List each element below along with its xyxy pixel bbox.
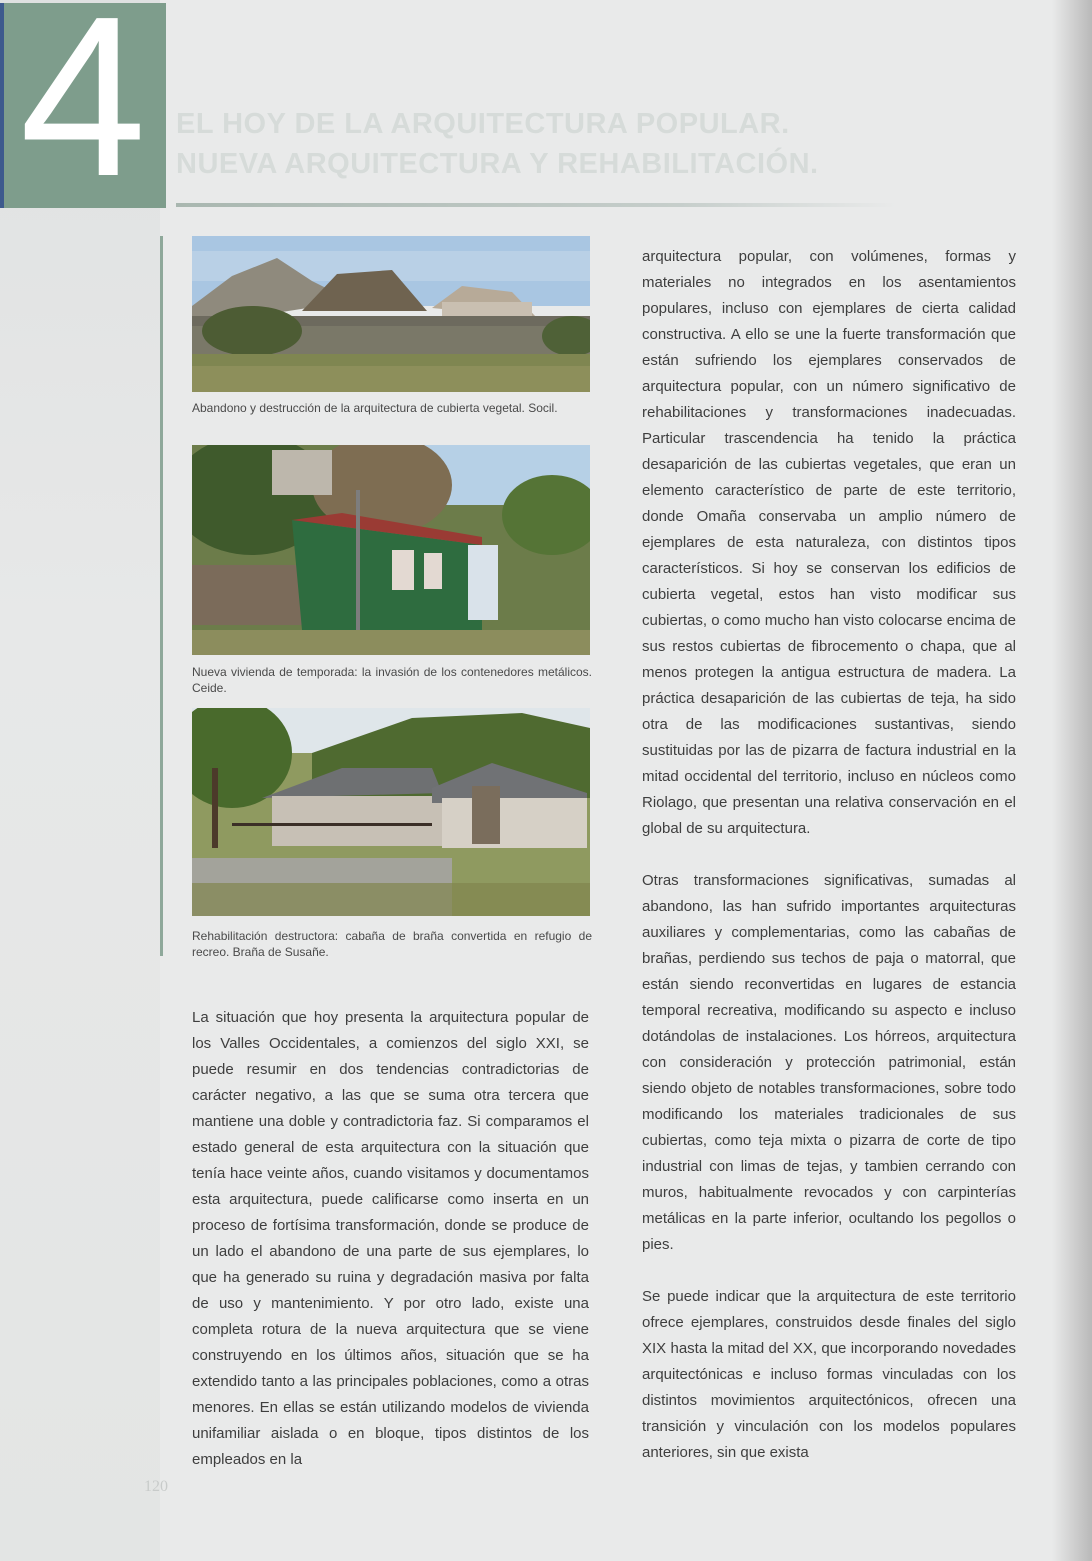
figure-2-photo	[192, 445, 590, 655]
left-paragraph-1: La situación que hoy presenta la arquitectura popular de los Valles Occidentales, a comienzos del siglo XXI, se puede resumir en dos tendencias contradictorias de carácter negativo, a las que se suma otra tercera que mantiene una doble y contradictoria faz. Si comparamos el estado general de esta arquitectura con la situación que tenía hace veinte años, cuando visitamos y documentamos esta arquitectura, puede calificarse como inserta en un proceso de fortísima transformación, donde se produce de un lado el abandono de una parte de sus ejemplares, lo que ha generado su ruina y degradación masiva por falta de uso y mantenimiento. Y por otro lado, existe una completa rotura de la nueva arquitectura que se viene construyendo en los últimos años, situación que se ha extendido tanto a las principales poblaciones, como a otras menores. En ellas se están utilizando modelos de vivienda unifamiliar aislada o en bloque, tipos distintos de los empleados en la	[192, 1009, 589, 1468]
page-number: 120	[144, 1478, 168, 1495]
chapter-number: 4	[19, 0, 147, 224]
right-paragraph-3: Se puede indicar que la arquitectura de este territorio ofrece ejemplares, construidos desde finales del siglo XIX hasta la mitad del XX, que incorporando novedades arquitectónicas e incluso formas vinculadas con los distintos movimientos arquitectónicos, ofrecen una transición y vinculación con los modelos populares anteriores, sin que exista	[642, 1288, 1016, 1461]
figure-1-photo	[192, 236, 590, 392]
left-margin	[0, 0, 160, 1561]
figure-1-caption: Abandono y destrucción de la arquitectura de cubierta vegetal. Socil.	[192, 401, 558, 415]
title-rule	[176, 203, 896, 207]
chapter-title	[176, 104, 876, 184]
figure-column-rule	[160, 236, 163, 956]
right-column-text	[642, 244, 1016, 1466]
chapter-title-line-1: EL HOY DE LA ARQUITECTURA POPULAR.	[176, 108, 790, 140]
left-column-text	[192, 1005, 589, 1473]
figure-3-photo	[192, 708, 590, 916]
chapter-title-line-2: NUEVA ARQUITECTURA Y REHABILITACIÓN.	[176, 148, 819, 180]
page-gutter-shadow	[1052, 0, 1092, 1561]
figure-2-caption: Nueva vivienda de temporada: la invasión de los contenedores metálicos. Ceide.	[192, 665, 592, 695]
figure-3-caption: Rehabilitación destructora: cabaña de braña convertida en refugio de recreo. Braña de Susañe.	[192, 929, 592, 959]
right-paragraph-1: arquitectura popular, con volúmenes, formas y materiales no integrados en los asentamientos populares, incluso con ejemplares de cierta calidad constructiva. A ello se une la fuerte transformación que están sufriendo los ejemplares conservados de arquitectura popular, con un número significativo de rehabilitaciones y transformaciones inadecuadas. Particular trascendencia ha tenido la práctica desaparición de las cubiertas vegetales, que eran un elemento característico de parte de este territorio, donde Omaña conservaba un amplio número de ejemplares de esta naturaleza, con distintos tipos característicos. Si hoy se conservan los edificios de cubierta vegetal, estos han visto modificar sus cubiertas, o como mucho han visto colocarse encima de sus restos cubiertas de fibrocemento o chapa, que al menos protegen la antigua estructura de madera. La práctica desaparición de las cubiertas de teja, ha sido otra de las modificaciones sustantivas, siendo sustituidas por las de pizarra de factura industrial en la mitad occidental del territorio, incluso en núcleos como Riolago, que presentan una relativa conservación en el global de su arquitectura.	[642, 248, 1016, 837]
right-paragraph-2: Otras transformaciones significativas, sumadas al abandono, las han sufrido importantes arquitecturas auxiliares y complementarias, como las cabañas de brañas, perdiendo sus techos de paja o matorral, que están siendo reconvertidas en lugares de estancia temporal recreativa, modificando su aspecto e incluso dotándolas de instalaciones. Los hórreos, arquitectura con consideración y protección patrimonial, están siendo objeto de notables transformaciones, sobre todo modificando los materiales tradicionales de sus cubiertas, como teja mixta o pizarra de corte de tipo industrial con limas de tejas, y tambien cerrando con muros, habitualmente revocados y con carpinterías metálicas en la parte inferior, ocultando los pegollos o pies.	[642, 872, 1016, 1253]
